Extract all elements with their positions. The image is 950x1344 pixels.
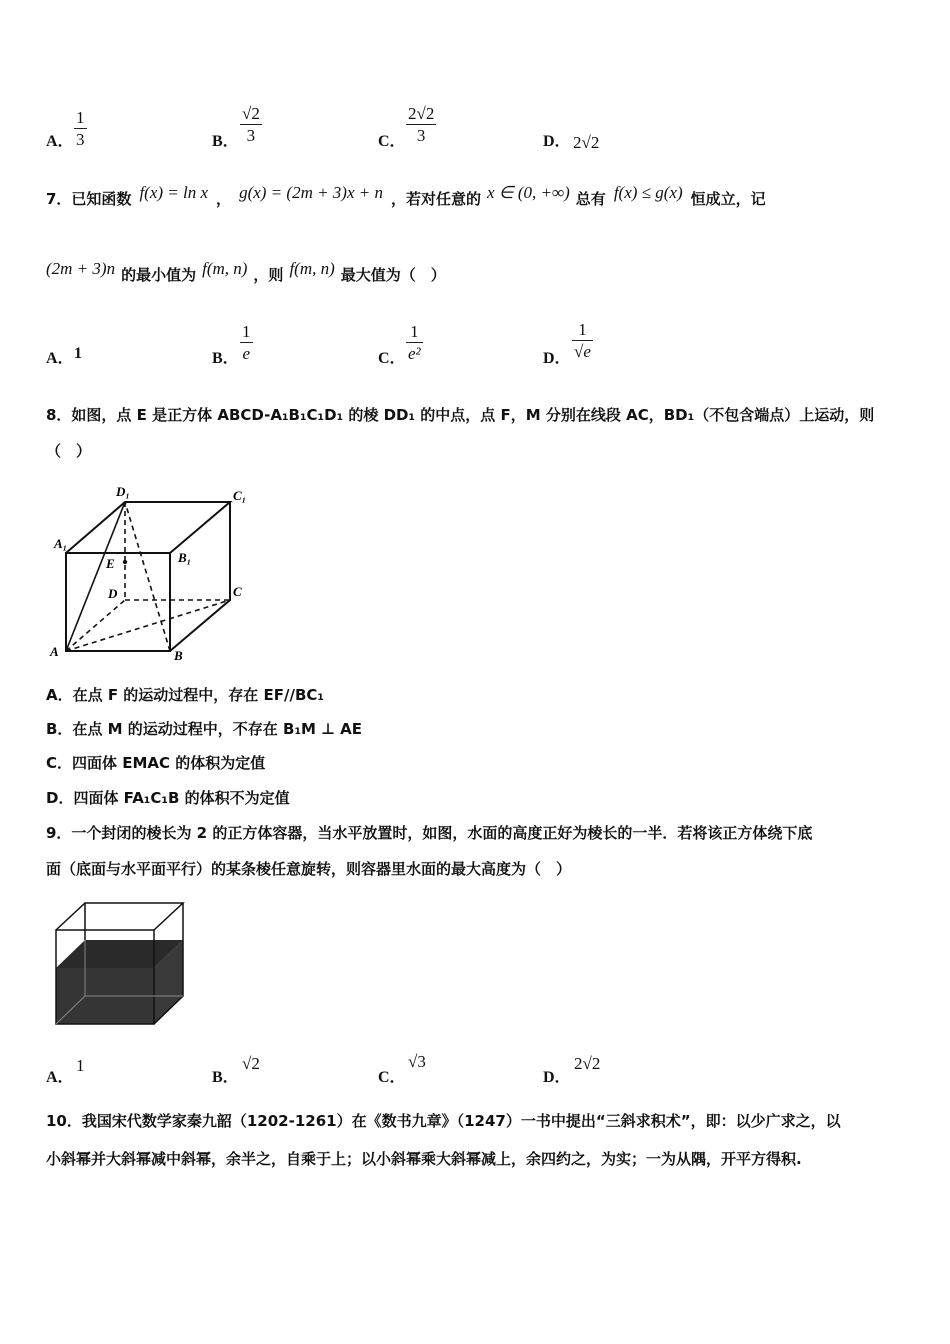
q9-option-c-label: C． — [378, 1069, 406, 1086]
numerator: 1 — [410, 322, 419, 341]
label-a1: A₁ — [54, 536, 68, 551]
q7-option-d-label: D． — [543, 350, 571, 367]
label-d1: D₁ — [116, 484, 130, 499]
q7-line1 — [46, 182, 766, 209]
q10-question-line2: 小斜幂并大斜幂减中斜幂，余半之，自乘于上；以小斜幂乘大斜幂减上，余四约之，为实；一为从隅，开平方得积. — [46, 1150, 802, 1168]
q8-option-b: B．在点 M 的运动过程中，不存在 B₁M ⊥ AE — [46, 720, 362, 738]
numerator: 2√2 — [408, 104, 435, 123]
q7-g-definition: g(x) = (2m + 3)x + n — [239, 182, 383, 202]
label-b1: B₁ — [178, 550, 192, 565]
q7-option-a-label: A． — [46, 350, 74, 367]
q7-fmn-2: f(m, n) — [289, 258, 335, 278]
denominator: 3 — [246, 126, 256, 145]
q8-option-c: C．四面体 EMAC 的体积为定值 — [46, 754, 266, 772]
q6-option-c-label: C． — [378, 133, 406, 150]
q7-f-definition: f(x) = ln x — [139, 182, 209, 202]
q7-option-d-fraction — [572, 320, 593, 363]
q7-prefix: 7．已知函数 — [46, 190, 132, 208]
q6-option-a-label: A． — [46, 133, 74, 150]
q8-option-d: D．四面体 FA₁C₁B 的体积不为定值 — [46, 789, 290, 807]
q6-option-b-label: B． — [212, 133, 239, 150]
q6-option-c-fraction — [406, 104, 436, 147]
q9-water-cube-figure — [50, 898, 190, 1033]
q7-option-b-fraction — [240, 322, 253, 365]
q7-line2 — [46, 258, 446, 285]
label-b: B — [174, 648, 183, 663]
denominator: 3 — [76, 130, 85, 149]
q9-option-d-value: 2√2 — [574, 1054, 601, 1073]
numerator: 1 — [76, 108, 85, 127]
label-e: E — [106, 556, 115, 571]
q7-min-text: 的最小值为 — [121, 266, 197, 284]
numerator: 1 — [578, 320, 587, 339]
q8-option-a: A．在点 F 的运动过程中，存在 EF//BC₁ — [46, 686, 324, 704]
label-a: A — [50, 644, 59, 659]
q9-option-b-value: √2 — [242, 1054, 260, 1073]
q6-option-d-label: D． — [543, 133, 571, 150]
q9-option-d-label: D． — [543, 1069, 571, 1086]
q9-option-a-value: 1 — [76, 1056, 85, 1075]
q7-expression: (2m + 3)n — [46, 258, 116, 278]
q9-option-a-label: A． — [46, 1069, 74, 1086]
q7-option-a-value: 1 — [74, 345, 82, 362]
q9-question-line2: 面（底面与水平面平行）的某条棱任意旋转，则容器里水面的最大高度为（ ） — [46, 860, 572, 878]
q7-sep: ， — [216, 190, 232, 208]
q6-option-a-fraction — [74, 108, 87, 151]
denominator: e² — [408, 344, 421, 363]
q7-condition-3: 恒成立，记 — [690, 190, 766, 208]
q8-cube-figure — [40, 478, 260, 668]
q7-option-b-label: B． — [212, 350, 239, 367]
q9-question-line1: 9．一个封闭的棱长为 2 的正方体容器，当水平放置时，如图，水面的高度正好为棱长的一半．若将该正方体绕下底 — [46, 824, 813, 842]
q9-option-b-label: B． — [212, 1069, 239, 1086]
numerator: √2 — [242, 104, 260, 123]
q7-domain: x ∈ (0, +∞) — [487, 182, 570, 202]
denominator: e — [242, 344, 251, 363]
q8-question-line1: 8．如图，点 E 是正方体 ABCD-A₁B₁C₁D₁ 的棱 DD₁ 的中点，点 F，M 分别在线段 AC，BD₁（不包含端点）上运动，则 — [46, 406, 875, 424]
q7-then-text: ，则 — [253, 266, 284, 284]
q7-max-text: 最大值为（ ） — [340, 266, 446, 284]
q8-question-line2: （ ） — [46, 442, 92, 460]
q6-option-d-value: 2√2 — [573, 133, 600, 152]
denominator: 3 — [416, 126, 426, 145]
q9-option-c-value: √3 — [408, 1052, 426, 1071]
q7-condition-1: ，若对任意的 — [391, 190, 482, 208]
numerator: 1 — [242, 322, 251, 341]
q7-condition-2: 总有 — [575, 190, 606, 208]
denominator: √e — [574, 342, 591, 361]
label-d: D — [108, 586, 118, 601]
label-c1: C₁ — [233, 488, 247, 503]
q7-inequality: f(x) ≤ g(x) — [613, 182, 683, 202]
q7-fmn: f(m, n) — [202, 258, 248, 278]
q7-option-c-fraction — [406, 322, 423, 365]
q6-option-b-fraction — [240, 104, 262, 147]
q7-option-c-label: C． — [378, 350, 406, 367]
q10-question-line1: 10．我国宋代数学家秦九韶（1202-1261）在《数书九章》（1247）一书中提出“三斜求积术”，即：以少广求之，以 — [46, 1112, 841, 1130]
label-c: C — [233, 584, 242, 599]
